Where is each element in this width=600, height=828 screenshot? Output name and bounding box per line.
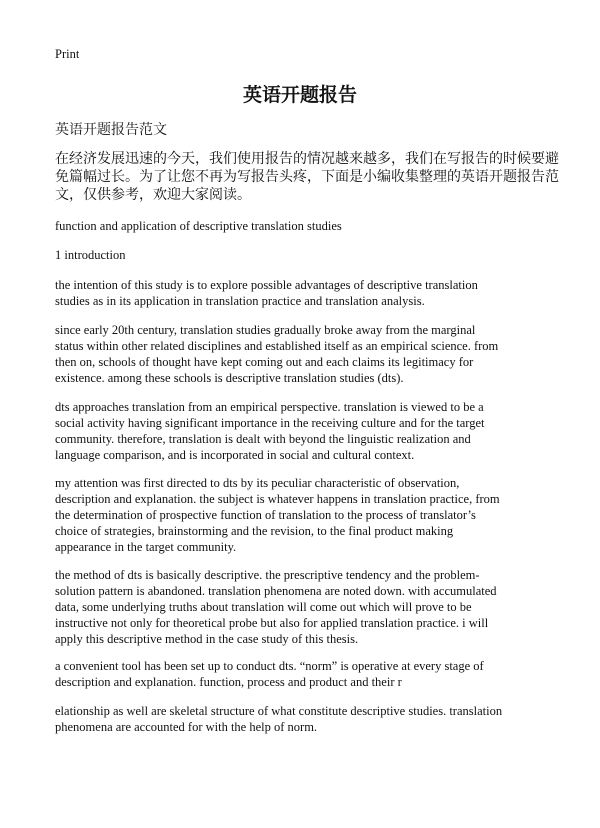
text-line: apply this descriptive method in the case study of this thesis. — [55, 632, 359, 646]
print-link[interactable]: Print — [55, 47, 80, 61]
paragraph — [55, 277, 478, 309]
section-heading: 1 introduction — [55, 248, 126, 262]
text-line: a convenient tool has been set up to conduct dts. “norm” is operative at every stage of — [55, 659, 484, 673]
paragraph — [55, 399, 484, 463]
text-line: then on, schools of thought have kept coming out and each claims its legitimacy for — [55, 355, 474, 369]
text-line: description and explanation. the subject is whatever happens in translation practice, from — [55, 492, 500, 506]
text-line: language comparison, and is incorporated in social and cultural context. — [55, 448, 415, 462]
document-title: 英语开题报告 — [242, 84, 357, 106]
text-line: phenomena are accounted for with the help of norm. — [55, 720, 318, 734]
paragraph — [55, 658, 484, 690]
text-line: instructive not only for theoretical probe but also for applied translation practice. i will — [55, 616, 489, 630]
text-line: solution pattern is abandoned. translation phenomena are noted down. with accumulated — [55, 584, 497, 598]
text-line: status within other related disciplines and established itself as an empirical science. from — [55, 339, 499, 353]
text-line: existence. among these schools is descriptive translation studies (dts). — [55, 371, 404, 385]
text-line: the determination of prospective function of translation to the process of translator’s — [55, 508, 476, 522]
text-line: choice of strategies, brainstorming and the revision, to the final product making — [55, 524, 454, 538]
text-line: community. therefore, translation is dealt with beyond the linguistic realization and — [55, 432, 471, 446]
paper-heading: function and application of descriptive translation studies — [55, 219, 342, 233]
paragraph — [55, 322, 498, 386]
paragraph — [55, 475, 500, 555]
text-line: dts approaches translation from an empirical perspective. translation is viewed to be a — [55, 400, 484, 414]
text-line: social activity having significant importance in the receiving culture and for the target — [55, 416, 485, 430]
text-line: the method of dts is basically descriptive. the prescriptive tendency and the problem- — [55, 568, 480, 582]
document-subtitle: 英语开题报告范文 — [55, 122, 167, 138]
text-line: the intention of this study is to explore possible advantages of descriptive translation — [55, 278, 478, 292]
text-line: my attention was first directed to dts by its peculiar characteristic of observation, — [55, 476, 460, 490]
text-line: description and explanation. function, process and product and their r — [55, 675, 402, 689]
text-line: data, some underlying truths about translation will come out which will prove to be — [55, 600, 472, 614]
paragraph — [55, 567, 497, 647]
intro-line: 文，仅供参考，欢迎大家阅读。 — [55, 187, 251, 203]
intro-line: 免篇幅过长。为了让您不再为写报告头疼，下面是小编收集整理的英语开题报告范 — [55, 169, 559, 185]
text-line: studies as in its application in translation practice and translation analysis. — [55, 294, 425, 308]
paragraph — [55, 703, 502, 735]
intro-line: 在经济发展迅速的今天，我们使用报告的情况越来越多，我们在写报告的时候要避 — [55, 151, 559, 167]
text-line: appearance in the target community. — [55, 540, 237, 554]
intro-paragraph — [55, 150, 559, 204]
text-line: elationship as well are skeletal structure of what constitute descriptive studies. translation — [55, 704, 503, 718]
text-line: since early 20th century, translation studies gradually broke away from the marginal — [55, 323, 476, 337]
